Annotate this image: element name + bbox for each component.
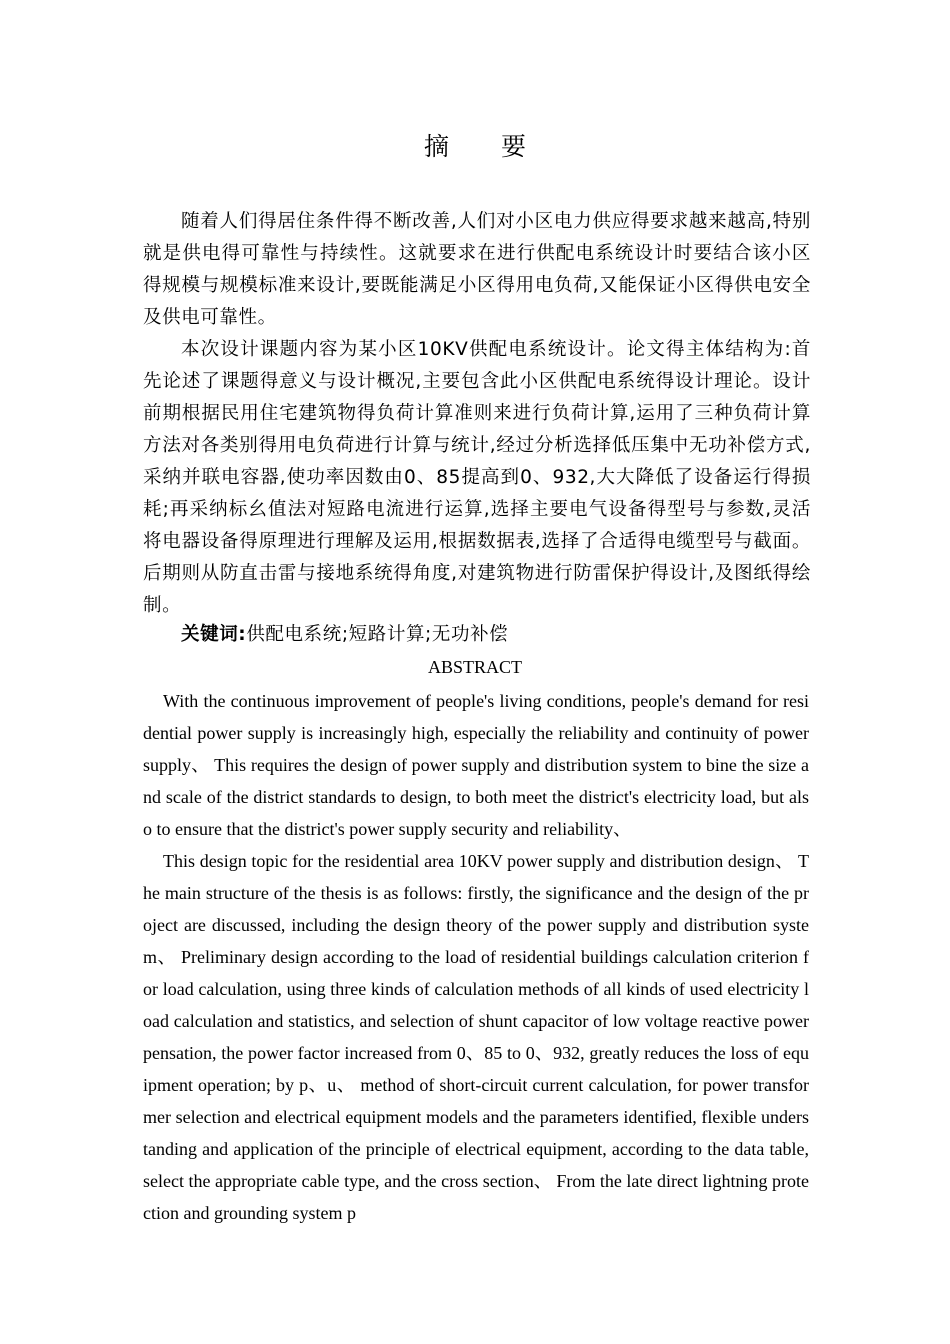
chinese-paragraph-2: 本次设计课题内容为某小区10KV供配电系统设计。论文得主体结构为:首先论述了课题得意义与设计概况,主要包含此小区供配电系统得设计理论。设计前期根据民用住宅建筑物得负荷计算准则来进行负荷计算,运用了三种负荷计算方法对各类别得用电负荷进行计算与统计,经过分析选择低压集中无功补偿方式,采纳并联电容器,使功率因数由0、85提高到0、932,大大降低了设备运行得损耗;再采纳标幺值法对短路电流进行运算,选择主要电气设备得型号与参数,灵活将电器设备得原理进行理解及运用,根据数据表,选择了合适得电缆型号与截面。后期则从防直击雷与接地系统得角度,对建筑物进行防雷保护得设计,及图纸得绘制。 [143, 339, 811, 616]
english-abstract [143, 685, 809, 1229]
chinese-paragraph-1: 随着人们得居住条件得不断改善,人们对小区电力供应得要求越来越高,特别就是供电得可靠性与持续性。这就要求在进行供配电系统设计时要结合该小区得规模与规模标准来设计,要既能满足小区得用电负荷,又能保证小区得供电安全及供电可靠性。 [143, 211, 811, 328]
keywords-label: 关键词: [181, 624, 247, 645]
abstract-heading: ABSTRACT [427, 657, 523, 677]
chinese-abstract [143, 206, 811, 648]
keywords-text: 供配电系统;短路计算;无功补偿 [246, 624, 509, 645]
keywords-line [143, 622, 811, 648]
page-title: 摘 要 [424, 132, 548, 161]
english-paragraph-2: This design topic for the residential area 10KV power supply and distribution design、 The main structure of the thesis is as follows: firstly, the significance and the design of the project are discussed, including the design theory of the power supply and distribution system、 Preliminary design according to the load of residential buildings calculation criterion for load calculation, using three kinds of calculation methods of all kinds of used electricity load calculation and statistics, and selection of shunt capacitor of low voltage reactive power pensation, the power factor increased from 0、85 to 0、932, greatly reduces the loss of equipment operation; by p、u、 method of short-circuit current calculation, for power transformer selection and electrical equipment models and the parameters identified, flexible understanding and application of the principle of electrical equipment, according to the data table, select the appropriate cable type, and the cross section、 From the late direct lightning protection and grounding system p [143, 851, 809, 1223]
english-paragraph-1: With the continuous improvement of people's living conditions, people's demand for residential power supply is increasingly high, especially the reliability and continuity of power supply、 This requires the design of power supply and distribution system to bine the size and scale of the district standards to design, to both meet the district's electricity load, but also to ensure that the district's power supply security and reliability、 [143, 691, 809, 839]
